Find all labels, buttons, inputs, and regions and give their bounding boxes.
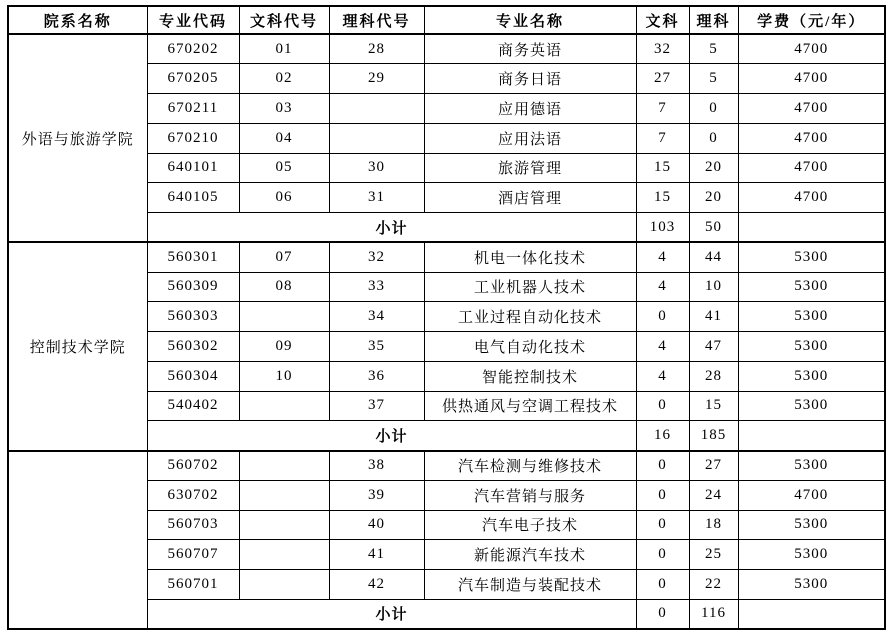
arts-code-cell xyxy=(239,302,329,332)
science-count-cell: 20 xyxy=(689,183,738,213)
major-name-cell: 汽车营销与服务 xyxy=(424,480,636,510)
major-code-cell: 560303 xyxy=(147,302,239,332)
tuition-cell: 5300 xyxy=(738,451,885,481)
major-name-cell: 智能控制技术 xyxy=(424,361,636,391)
subtotal-label-cell: 小计 xyxy=(147,421,636,451)
science-count-cell: 22 xyxy=(689,570,738,600)
science-count-cell: 28 xyxy=(689,361,738,391)
science-count-cell: 5 xyxy=(689,34,738,64)
science-count-cell: 0 xyxy=(689,123,738,153)
major-name-cell: 供热通风与空调工程技术 xyxy=(424,391,636,421)
tuition-cell: 4700 xyxy=(738,34,885,64)
tuition-cell: 4700 xyxy=(738,123,885,153)
major-code-cell: 670205 xyxy=(147,64,239,94)
subtotal-arts-cell: 0 xyxy=(636,599,689,629)
tuition-cell: 4700 xyxy=(738,480,885,510)
arts-count-cell: 0 xyxy=(636,510,689,540)
science-count-cell: 27 xyxy=(689,451,738,481)
table-row xyxy=(8,34,885,64)
tuition-cell: 4700 xyxy=(738,64,885,94)
arts-count-cell: 7 xyxy=(636,123,689,153)
tuition-cell: 5300 xyxy=(738,302,885,332)
table-body xyxy=(8,34,885,629)
arts-code-cell: 09 xyxy=(239,332,329,362)
major-code-cell: 640101 xyxy=(147,153,239,183)
arts-code-cell: 07 xyxy=(239,242,329,272)
arts-code-cell: 02 xyxy=(239,64,329,94)
tuition-cell: 5300 xyxy=(738,391,885,421)
arts-code-cell xyxy=(239,391,329,421)
science-code-cell: 34 xyxy=(329,302,424,332)
table-row xyxy=(8,242,885,272)
arts-code-cell xyxy=(239,540,329,570)
department-cell xyxy=(8,451,147,630)
science-count-cell: 10 xyxy=(689,272,738,302)
subtotal-label-cell: 小计 xyxy=(147,213,636,243)
major-code-cell: 670210 xyxy=(147,123,239,153)
major-name-cell: 旅游管理 xyxy=(424,153,636,183)
header-science-count: 理科 xyxy=(689,6,738,34)
major-code-cell: 560304 xyxy=(147,361,239,391)
science-code-cell: 39 xyxy=(329,480,424,510)
arts-count-cell: 0 xyxy=(636,451,689,481)
major-name-cell: 汽车检测与维修技术 xyxy=(424,451,636,481)
science-count-cell: 24 xyxy=(689,480,738,510)
arts-count-cell: 7 xyxy=(636,94,689,124)
major-name-cell: 汽车电子技术 xyxy=(424,510,636,540)
arts-count-cell: 27 xyxy=(636,64,689,94)
science-code-cell: 30 xyxy=(329,153,424,183)
department-cell: 外语与旅游学院 xyxy=(8,34,147,242)
header-tuition: 学费（元/年） xyxy=(738,6,885,34)
subtotal-label-cell: 小计 xyxy=(147,599,636,629)
arts-count-cell: 0 xyxy=(636,480,689,510)
science-code-cell: 37 xyxy=(329,391,424,421)
arts-count-cell: 4 xyxy=(636,242,689,272)
major-code-cell: 560301 xyxy=(147,242,239,272)
admission-plan-table xyxy=(7,5,886,630)
header-major-name: 专业名称 xyxy=(424,6,636,34)
major-code-cell: 670202 xyxy=(147,34,239,64)
major-code-cell: 640105 xyxy=(147,183,239,213)
major-name-cell: 酒店管理 xyxy=(424,183,636,213)
major-name-cell: 工业过程自动化技术 xyxy=(424,302,636,332)
major-name-cell: 机电一体化技术 xyxy=(424,242,636,272)
science-code-cell: 40 xyxy=(329,510,424,540)
arts-code-cell xyxy=(239,570,329,600)
arts-count-cell: 32 xyxy=(636,34,689,64)
subtotal-tuition-cell xyxy=(738,421,885,451)
science-count-cell: 5 xyxy=(689,64,738,94)
arts-count-cell: 0 xyxy=(636,302,689,332)
major-name-cell: 电气自动化技术 xyxy=(424,332,636,362)
arts-count-cell: 15 xyxy=(636,153,689,183)
subtotal-tuition-cell xyxy=(738,599,885,629)
major-name-cell: 商务日语 xyxy=(424,64,636,94)
major-code-cell: 560702 xyxy=(147,451,239,481)
arts-code-cell xyxy=(239,480,329,510)
science-code-cell: 42 xyxy=(329,570,424,600)
header-row xyxy=(8,6,885,34)
arts-count-cell: 0 xyxy=(636,570,689,600)
science-code-cell xyxy=(329,94,424,124)
science-code-cell: 33 xyxy=(329,272,424,302)
major-code-cell: 560703 xyxy=(147,510,239,540)
subtotal-science-cell: 185 xyxy=(689,421,738,451)
subtotal-science-cell: 116 xyxy=(689,599,738,629)
science-code-cell: 35 xyxy=(329,332,424,362)
major-code-cell: 560302 xyxy=(147,332,239,362)
tuition-cell: 5300 xyxy=(738,361,885,391)
science-code-cell: 29 xyxy=(329,64,424,94)
science-count-cell: 0 xyxy=(689,94,738,124)
major-name-cell: 商务英语 xyxy=(424,34,636,64)
science-code-cell: 38 xyxy=(329,451,424,481)
header-department: 院系名称 xyxy=(8,6,147,34)
science-count-cell: 44 xyxy=(689,242,738,272)
arts-count-cell: 4 xyxy=(636,361,689,391)
tuition-cell: 5300 xyxy=(738,272,885,302)
major-code-cell: 560701 xyxy=(147,570,239,600)
tuition-cell: 5300 xyxy=(738,510,885,540)
science-count-cell: 20 xyxy=(689,153,738,183)
major-code-cell: 560707 xyxy=(147,540,239,570)
arts-code-cell xyxy=(239,510,329,540)
major-name-cell: 应用德语 xyxy=(424,94,636,124)
science-code-cell: 31 xyxy=(329,183,424,213)
science-count-cell: 18 xyxy=(689,510,738,540)
header-major-code: 专业代码 xyxy=(147,6,239,34)
arts-code-cell: 05 xyxy=(239,153,329,183)
header-arts-count: 文科 xyxy=(636,6,689,34)
science-code-cell: 36 xyxy=(329,361,424,391)
arts-code-cell: 10 xyxy=(239,361,329,391)
tuition-cell: 5300 xyxy=(738,242,885,272)
subtotal-arts-cell: 16 xyxy=(636,421,689,451)
tuition-cell: 5300 xyxy=(738,570,885,600)
tuition-cell: 4700 xyxy=(738,153,885,183)
arts-code-cell: 06 xyxy=(239,183,329,213)
arts-code-cell: 08 xyxy=(239,272,329,302)
major-code-cell: 560309 xyxy=(147,272,239,302)
header-arts-code: 文科代号 xyxy=(239,6,329,34)
arts-count-cell: 15 xyxy=(636,183,689,213)
tuition-cell: 5300 xyxy=(738,332,885,362)
science-count-cell: 15 xyxy=(689,391,738,421)
table-row xyxy=(8,451,885,481)
major-name-cell: 汽车制造与装配技术 xyxy=(424,570,636,600)
tuition-cell: 5300 xyxy=(738,540,885,570)
subtotal-tuition-cell xyxy=(738,213,885,243)
science-code-cell: 32 xyxy=(329,242,424,272)
science-count-cell: 41 xyxy=(689,302,738,332)
science-count-cell: 47 xyxy=(689,332,738,362)
arts-count-cell: 4 xyxy=(636,272,689,302)
major-code-cell: 670211 xyxy=(147,94,239,124)
subtotal-arts-cell: 103 xyxy=(636,213,689,243)
arts-code-cell: 01 xyxy=(239,34,329,64)
science-code-cell: 41 xyxy=(329,540,424,570)
major-code-cell: 540402 xyxy=(147,391,239,421)
science-code-cell: 28 xyxy=(329,34,424,64)
arts-count-cell: 0 xyxy=(636,540,689,570)
arts-code-cell: 03 xyxy=(239,94,329,124)
major-name-cell: 工业机器人技术 xyxy=(424,272,636,302)
major-code-cell: 630702 xyxy=(147,480,239,510)
arts-count-cell: 0 xyxy=(636,391,689,421)
arts-code-cell: 04 xyxy=(239,123,329,153)
tuition-cell: 4700 xyxy=(738,183,885,213)
science-count-cell: 25 xyxy=(689,540,738,570)
science-code-cell xyxy=(329,123,424,153)
major-name-cell: 应用法语 xyxy=(424,123,636,153)
department-cell: 控制技术学院 xyxy=(8,242,147,450)
subtotal-science-cell: 50 xyxy=(689,213,738,243)
major-name-cell: 新能源汽车技术 xyxy=(424,540,636,570)
arts-code-cell xyxy=(239,451,329,481)
tuition-cell: 4700 xyxy=(738,94,885,124)
header-science-code: 理科代号 xyxy=(329,6,424,34)
arts-count-cell: 4 xyxy=(636,332,689,362)
